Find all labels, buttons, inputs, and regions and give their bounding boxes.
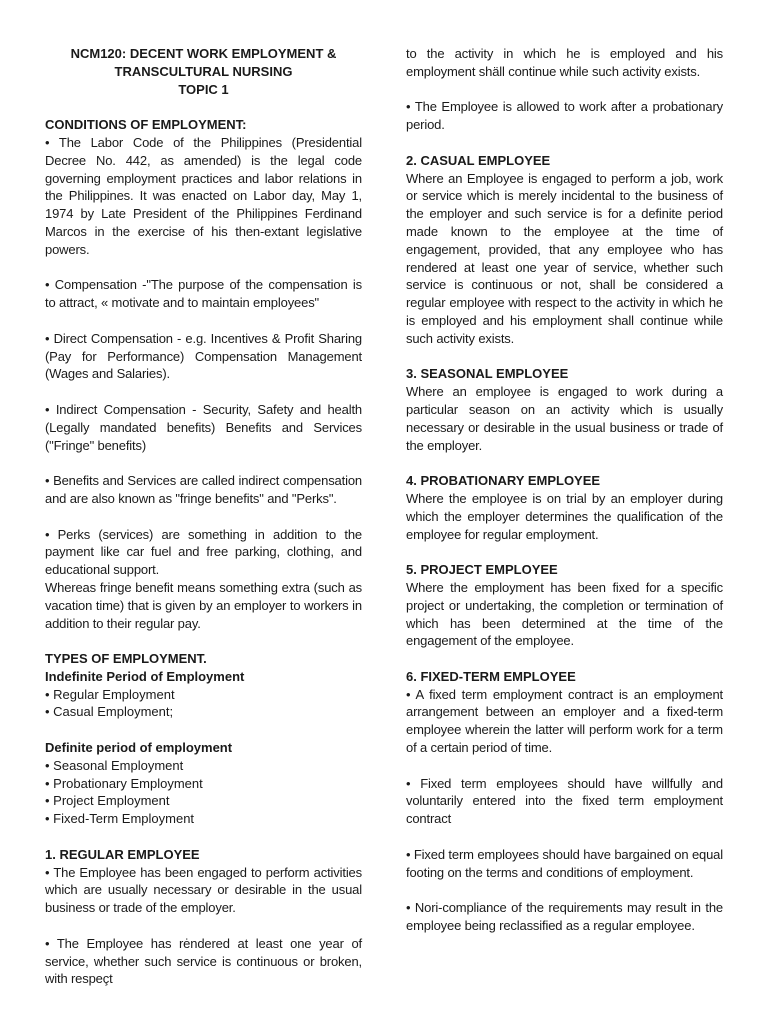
project-employee-heading: 5. PROJECT EMPLOYEE <box>406 562 558 578</box>
regular-employee-paragraph: • The Employee has been engaged to perform activities which are usually necessary or desirable in the usual business or trade of the employer. <box>45 864 362 916</box>
list-item: • Fixed-Term Employment <box>45 811 195 827</box>
regular-employee-heading: 1. REGULAR EMPLOYEE <box>45 846 200 862</box>
document-topic: TOPIC 1 <box>178 81 229 97</box>
definite-heading: Definite period of employment <box>45 740 233 756</box>
labor-code-paragraph: • The Labor Code of the Philippines (Presidential Decree No. 442, as amended) is the legal code governing employment practices and labor relations in the Philippines. It was enacted on Labor day, May 1, 1974 by Late President of the Philippines Ferdinand Marcos in the exercise of his then-extant legislative powers. <box>45 134 362 257</box>
document-title-line2: TRANSCULTURAL NURSING <box>114 63 293 79</box>
fixed-term-paragraph: • Fixed term employees should have willfully and voluntarily entered into the fixed term employment contract <box>406 775 723 827</box>
project-employee-paragraph: Where the employment has been fixed for a specific project or undertaking, the completion or termination of which has been determined at the time of the engagement of the employee. <box>406 579 723 649</box>
direct-compensation-paragraph: • Direct Compensation - e.g. Incentives & Profit Sharing (Pay for Performance) Compensation Management (Wages and Salaries). <box>45 330 362 382</box>
conditions-heading: CONDITIONS OF EMPLOYMENT: <box>45 117 247 133</box>
probationary-employee-heading: 4. PROBATIONARY EMPLOYEE <box>406 473 601 489</box>
regular-employee-paragraph: • The Employee is allowed to work after a probationary period. <box>406 99 723 133</box>
fixed-term-employee-heading: 6. FIXED-TERM EMPLOYEE <box>406 668 576 684</box>
regular-employee-paragraph: • The Employee has rėndered at least one year of service, whether such service is continuous or broken, with respeçt <box>45 935 362 987</box>
types-heading: TYPES OF EMPLOYMENT. <box>45 651 207 667</box>
indefinite-heading: Indefinite Period of Employment <box>45 668 245 684</box>
list-item: • Project Employment <box>45 793 170 809</box>
perks-paragraph: • Perks (services) are something in addition to the payment like car fuel and free parking, clothing, and educational support. <box>45 526 362 578</box>
casual-employee-heading: 2. CASUAL EMPLOYEE <box>406 152 551 168</box>
fixed-term-paragraph: • A fixed term employment contract is an employment arrangement between an employer and a fixed-term employee wherein the latter will perform work for a term of a certain period of time. <box>406 686 723 756</box>
fixed-term-paragraph: • Nori-compliance of the requirements may result in the employee being reclassified as a regular employee. <box>406 900 723 934</box>
list-item: • Regular Employment <box>45 686 175 702</box>
benefits-paragraph: • Benefits and Services are called indirect compensation and are also known as "fringe benefits" and "Perks". <box>45 473 362 506</box>
regular-employee-paragraph-continued: to the activity in which he is employed and his employment shäll continue while such activity exists. <box>406 46 723 79</box>
seasonal-employee-heading: 3. SEASONAL EMPLOYEE <box>406 366 569 382</box>
right-column <box>406 45 723 935</box>
probationary-employee-paragraph: Where the employee is on trial by an employer during which the employer determines the qualification of the employee for regular employment. <box>406 490 723 542</box>
document-title-block <box>45 45 362 98</box>
indirect-compensation-paragraph: • Indirect Compensation - Security, Safety and health (Legally mandated benefits) Benefits and Services ("Fringe" benefits) <box>45 401 362 453</box>
left-column <box>45 45 362 988</box>
document-title: NCM120: DECENT WORK EMPLOYMENT & <box>70 46 337 61</box>
seasonal-employee-paragraph: Where an employee is engaged to work during a particular season on an activity which is usually necessary or desirable in the usual business or trade of the employer. <box>406 384 723 453</box>
list-item: • Seasonal Employment <box>45 757 184 773</box>
casual-employee-paragraph: Where an Employee is engaged to perform a job, work or service which is merely incidental to the business of the employer and such service is for a definite period made known to the employee at the time of engagement, provided, that any employee who has rendered at least one year of service, whether such service is continuous or not, shall be considered a regular employee with respect to the activity in which he is employed and his employment shall continue while such activity exists. <box>406 170 723 346</box>
list-item: • Probationary Employment <box>45 775 203 791</box>
list-item: • Casual Employment; <box>45 704 174 720</box>
fringe-benefit-paragraph: Whereas fringe benefit means something extra (such as vacation time) that is given by an employer to workers in addition to their regular pay. <box>45 579 362 631</box>
fixed-term-paragraph: • Fixed term employees should have bargained on equal footing on the terms and conditions of employment. <box>406 846 723 880</box>
compensation-paragraph: • Compensation -"The purpose of the compensation is to attract, « motivate and to maintain employees" <box>45 277 362 311</box>
